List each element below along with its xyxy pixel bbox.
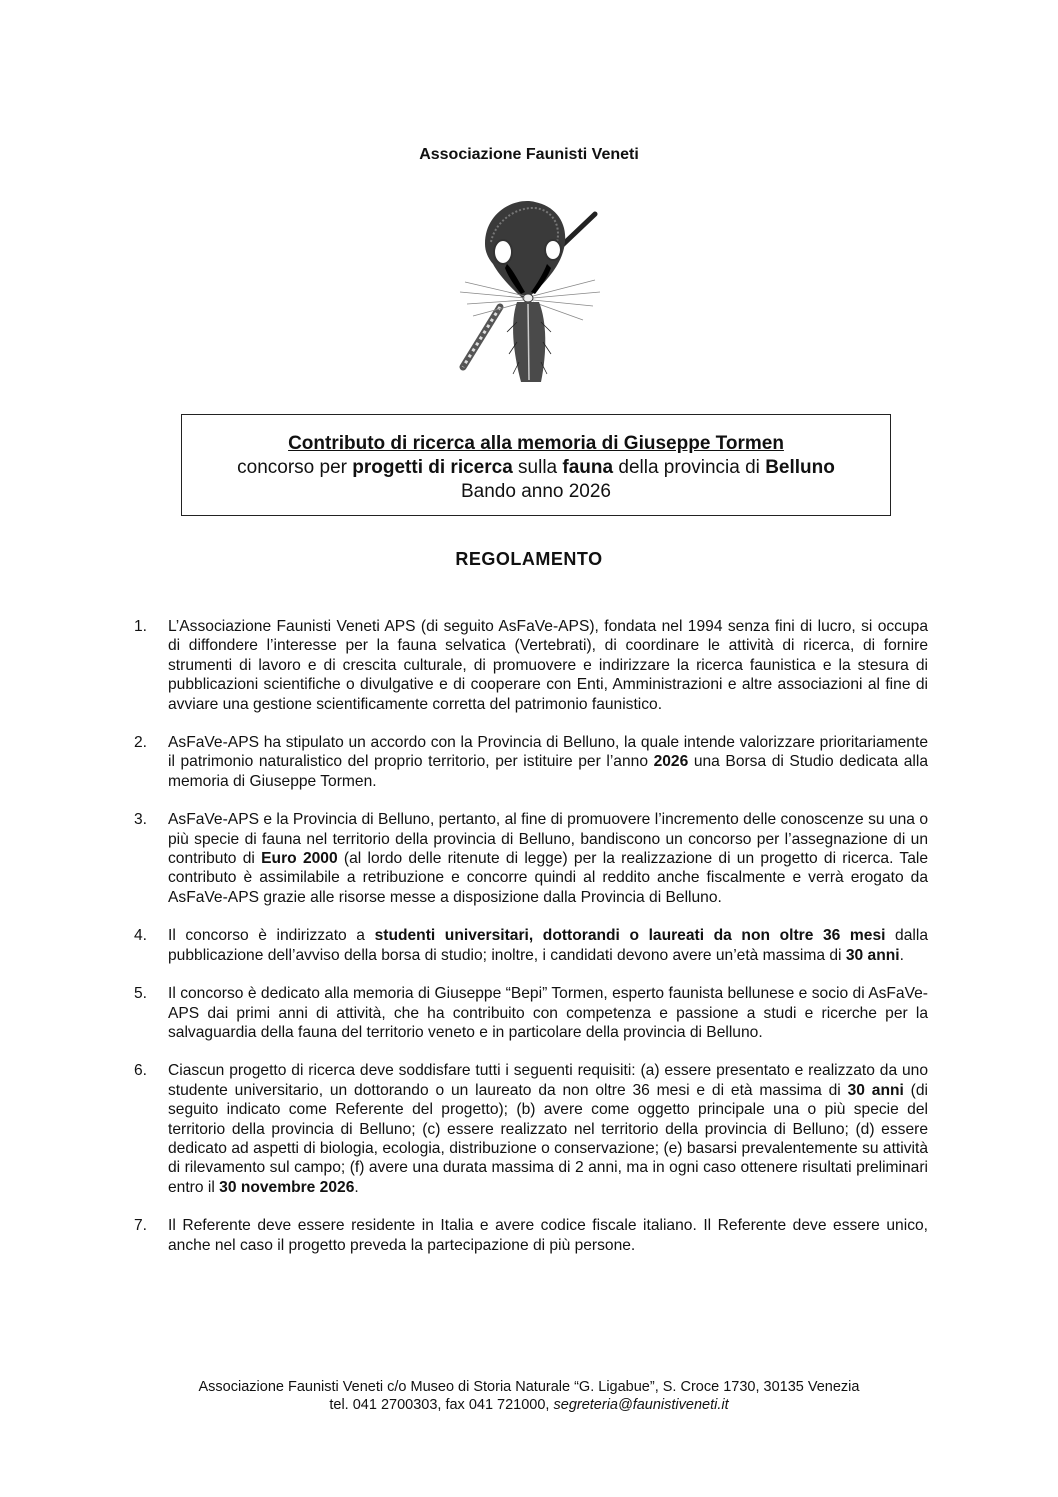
contribution-title: Contributo di ricerca alla memoria di Giuseppe Tormen (288, 433, 784, 454)
organization-title: Associazione Faunisti Veneti (419, 146, 639, 163)
footer-address: Associazione Faunisti Veneti c/o Museo di Storia Naturale “G. Ligabue”, S. Croce 1730, 30135 Venezia (198, 1379, 860, 1395)
subtitle-bold: progetti di ricerca (352, 457, 513, 478)
rule-number: 5. (134, 985, 148, 1003)
rule-text-bold: 30 anni (847, 1081, 904, 1099)
title-box (181, 414, 891, 516)
rule-text: dalla pubblicazione dell’avviso della borsa di studio; inoltre, i candidati devono avere un’età massima di (168, 927, 929, 964)
rule-item (128, 1061, 928, 1197)
dormouse-illustration-icon (455, 192, 605, 384)
rule-item (128, 810, 928, 907)
rule-text: AsFaVe-APS ha stipulato un accordo con la Provincia di Belluno, la quale intende valorizzare prioritariamente il patrimonio naturalistico del proprio territorio, per istituire per l’anno (168, 734, 928, 771)
rule-text: AsFaVe-APS e la Provincia di Belluno, pertanto, al fine di promuovere l’incremento delle conoscenze su una o più specie di fauna nel territorio della provincia di Belluno, bandiscono un concorso per l’assegnazione di un contributo di (168, 811, 928, 868)
rule-text: Il concorso è dedicato alla memoria di Giuseppe “Bepi” Tormen, esperto faunista bellunese e socio di AsFaVe-APS dai primi anni di attività, che ha contribuito con competenza e passione a studi e ricerche per la salvaguardia della fauna del territorio veneto e in particolare della provincia di Belluno. (168, 985, 928, 1041)
rule-text: Ciascun progetto di ricerca deve soddisfare tutti i seguenti requisiti: (a) essere presentato e realizzato da uno studente universitario, un dottorando o un laureato da non oltre 36 mesi e di età massima di (168, 1062, 928, 1099)
rule-text: . (354, 1178, 359, 1196)
rule-number: 3. (134, 811, 148, 829)
footer-contacts (0, 1396, 1058, 1414)
rule-number: 7. (134, 1217, 148, 1235)
rule-text: una Borsa di Studio dedicata alla memoria di Giuseppe Tormen. (168, 753, 928, 790)
rule-text-bold: 30 anni (845, 946, 900, 964)
footer-phone-fax: tel. 041 2700303, fax 041 721000, (329, 1397, 554, 1413)
rule-item (128, 617, 928, 714)
rule-item (128, 1216, 928, 1255)
footer (0, 1378, 1058, 1414)
rules-list (128, 617, 928, 1274)
rule-text: L’Associazione Faunisti Veneti APS (di seguito AsFaVe-APS), fondata nel 1994 senza fini di lucro, si occupa di diffondere l’interesse per la fauna selvatica (Vertebrati), di coordinare le attività di ricerca, di fornire strumenti di lavoro e di crescita culturale, di promuovere e indirizzare la ricerca faunistica e la stesura di pubblicazioni scientifiche o divulgative e di cooperare con Enti, Amministrazioni e altre associazioni al fine di avviare una gestione scientificamente corretta del patrimonio faunistico. (168, 618, 928, 713)
subtitle-text: sulla (512, 457, 563, 478)
rule-text: (di seguito indicato come Referente del progetto); (b) avere come oggetto principale una o più specie del territorio della provincia di Belluno; (c) essere realizzato nel territorio della provincia di Belluno; (d) essere dedicato ad aspetti di biologia, ecologia, distribuzione o conservazione; (e) basarsi prevalentemente su attività di rilevamento sul campo; (f) avere una durata massima di 2 anni, ma in ogni caso ottenere risultati preliminari entro il (168, 1081, 928, 1196)
rule-text-bold: studenti universitari, dottorandi o laureati da non oltre 36 mesi (374, 927, 886, 945)
subtitle-bold: fauna (562, 457, 614, 478)
rule-text: . (899, 946, 904, 964)
rule-item (128, 733, 928, 791)
rule-text-bold: 2026 (653, 753, 689, 771)
rule-text-bold: 30 novembre 2026 (219, 1178, 355, 1196)
section-heading: REGOLAMENTO (455, 549, 603, 569)
rule-text: Il Referente deve essere residente in Italia e avere codice fiscale italiano. Il Referente deve essere unico, anche nel caso il progetto preveda la partecipazione di più persone. (168, 1217, 928, 1254)
rule-number: 6. (134, 1062, 148, 1080)
rule-item (128, 984, 928, 1042)
rule-text: (al lordo delle ritenute di legge) per la realizzazione di un progetto di ricerca. Tale contributo è assimilabile a retribuzione e concorre quindi al reddito anche fiscalmente e verrà erogato da AsFaVe-APS grazie alle risorse messe a disposizione dalla Provincia di Belluno. (168, 850, 929, 906)
subtitle-text: concorso per (237, 457, 353, 478)
call-year: Bando anno 2026 (460, 481, 612, 502)
rule-text: Il concorso è indirizzato a (168, 927, 375, 945)
rule-text-bold: Euro 2000 (261, 850, 338, 868)
subtitle-text: della provincia di (613, 457, 766, 478)
rule-number: 4. (134, 927, 148, 945)
rule-number: 1. (134, 618, 148, 635)
contest-subtitle (182, 456, 890, 480)
subtitle-bold: Belluno (765, 457, 835, 478)
rule-number: 2. (134, 734, 148, 752)
rule-item (128, 926, 928, 965)
footer-email-link[interactable]: segreteria@faunistiveneti.it (553, 1397, 729, 1413)
